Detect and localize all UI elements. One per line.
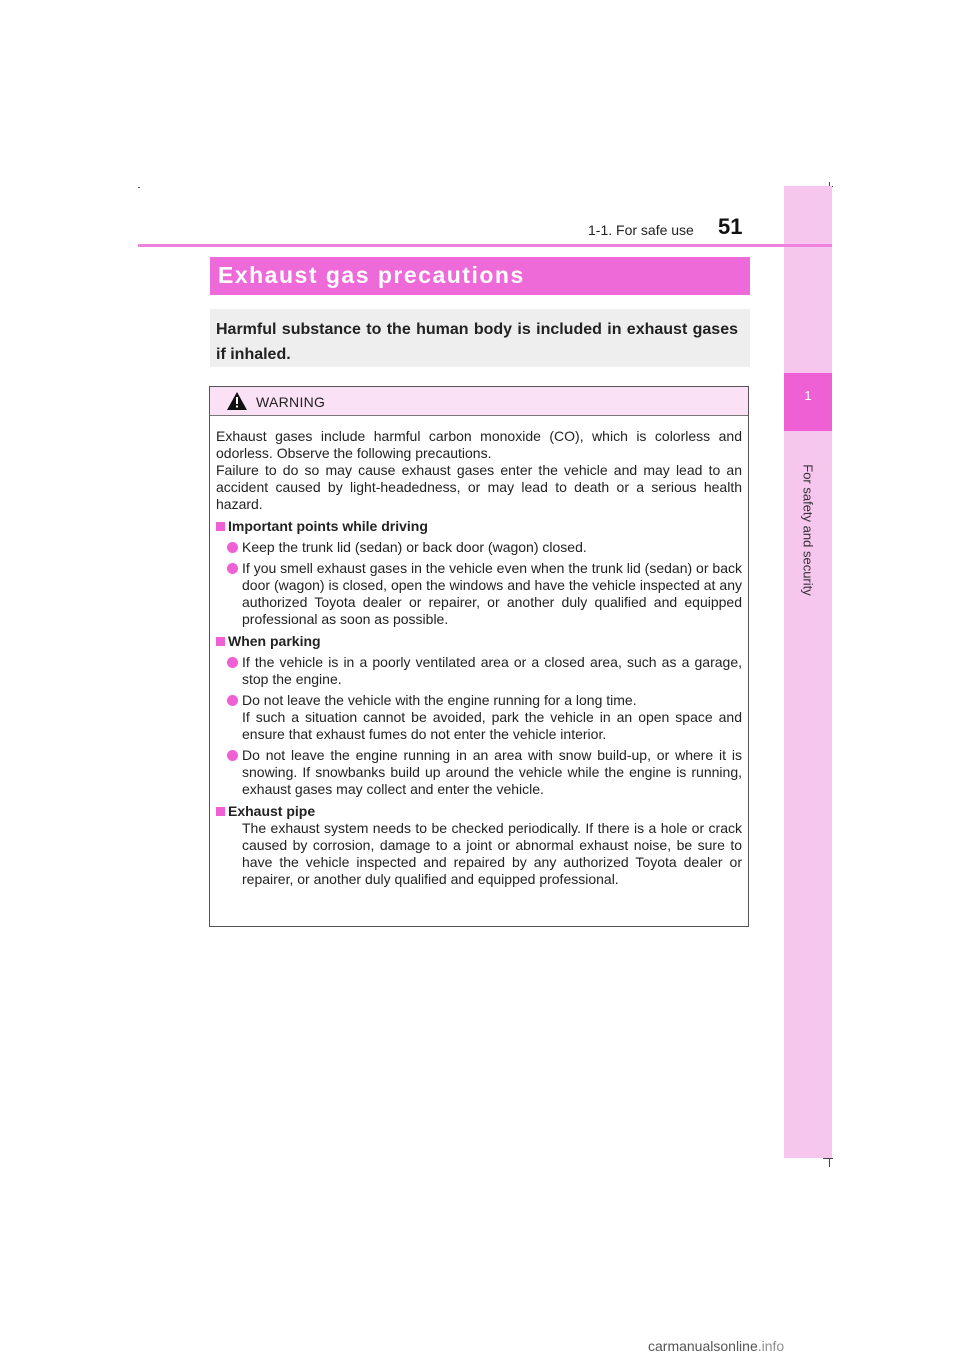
warning-header [210, 387, 748, 416]
bullet-item: If you smell exhaust gases in the vehicle even when the trunk lid (sedan) or back door (wagon) is closed, open the windows and have the vehicle inspected at any authorized Toyota dealer or repairer, or another duly qualified and equipped professional as soon as possible. [216, 560, 742, 628]
warning-label: WARNING [256, 394, 326, 410]
bullet-item: Do not leave the vehicle with the engine running for a long time. If such a situation cannot be avoided, park the vehicle in an open space and ensure that exhaust fumes do not enter the vehicle interior. [216, 692, 742, 743]
lead-box [210, 309, 750, 367]
square-bullet-icon [216, 807, 225, 816]
warning-intro: Exhaust gases include harmful carbon monoxide (CO), which is colorless and odorless. Observe the following precautions. [216, 428, 742, 461]
chapter-number: 1 [804, 388, 812, 403]
bullet-item: Keep the trunk lid (sedan) or back door (wagon) closed. [216, 539, 742, 556]
warning-body [216, 428, 742, 888]
chapter-title: For safety and security [800, 464, 816, 596]
subheading-driving: Important points while driving [216, 518, 742, 535]
watermark-domain: carmanualsonline [648, 1338, 758, 1354]
warning-consequence: Failure to do so may cause exhaust gases enter the vehicle and may lead to an accident caused by light-headedness, or may lead to death or a serious health hazard. [216, 462, 742, 512]
circle-bullet-icon [227, 542, 238, 553]
warning-triangle-icon [227, 392, 247, 410]
watermark-tld: .info [757, 1338, 785, 1354]
header-rule [138, 244, 832, 247]
bullet-item: If the vehicle is in a poorly ventilated area or a closed area, such as a garage, stop the engine. [216, 654, 742, 688]
square-bullet-icon [216, 637, 225, 646]
warning-box [209, 386, 749, 927]
chapter-side-tab [784, 186, 832, 1158]
circle-bullet-icon [227, 563, 238, 574]
section-title-bar [210, 257, 750, 295]
crop-mark [138, 187, 140, 188]
page-number: 51 [718, 214, 743, 239]
circle-bullet-icon [227, 750, 238, 761]
subheading-exhaust-pipe: Exhaust pipe [216, 803, 742, 820]
circle-bullet-icon [227, 657, 238, 668]
lead-text: Harmful substance to the human body is included in exhaust gases if inhaled. [216, 321, 738, 363]
exhaust-pipe-text: The exhaust system needs to be checked periodically. If there is a hole or crack caused by corrosion, damage to a joint or abnormal exhaust noise, be sure to have the vehicle inspected and repaired by any authorized Toyota dealer or repairer, or another duly qualified and equipped professional. [242, 820, 742, 887]
circle-bullet-icon [227, 695, 238, 706]
square-bullet-icon [216, 522, 225, 531]
bullet-item: Do not leave the engine running in an area with snow build-up, or where it is snowing. If snowbanks build up around the vehicle while the engine is running, exhaust gases may collect and enter the vehicle. [216, 747, 742, 798]
page-title: Exhaust gas precautions [218, 262, 525, 288]
section-reference: 1-1. For safe use [588, 222, 694, 238]
subheading-parking: When parking [216, 633, 742, 650]
crop-mark [823, 1158, 833, 1159]
watermark [648, 1338, 784, 1354]
